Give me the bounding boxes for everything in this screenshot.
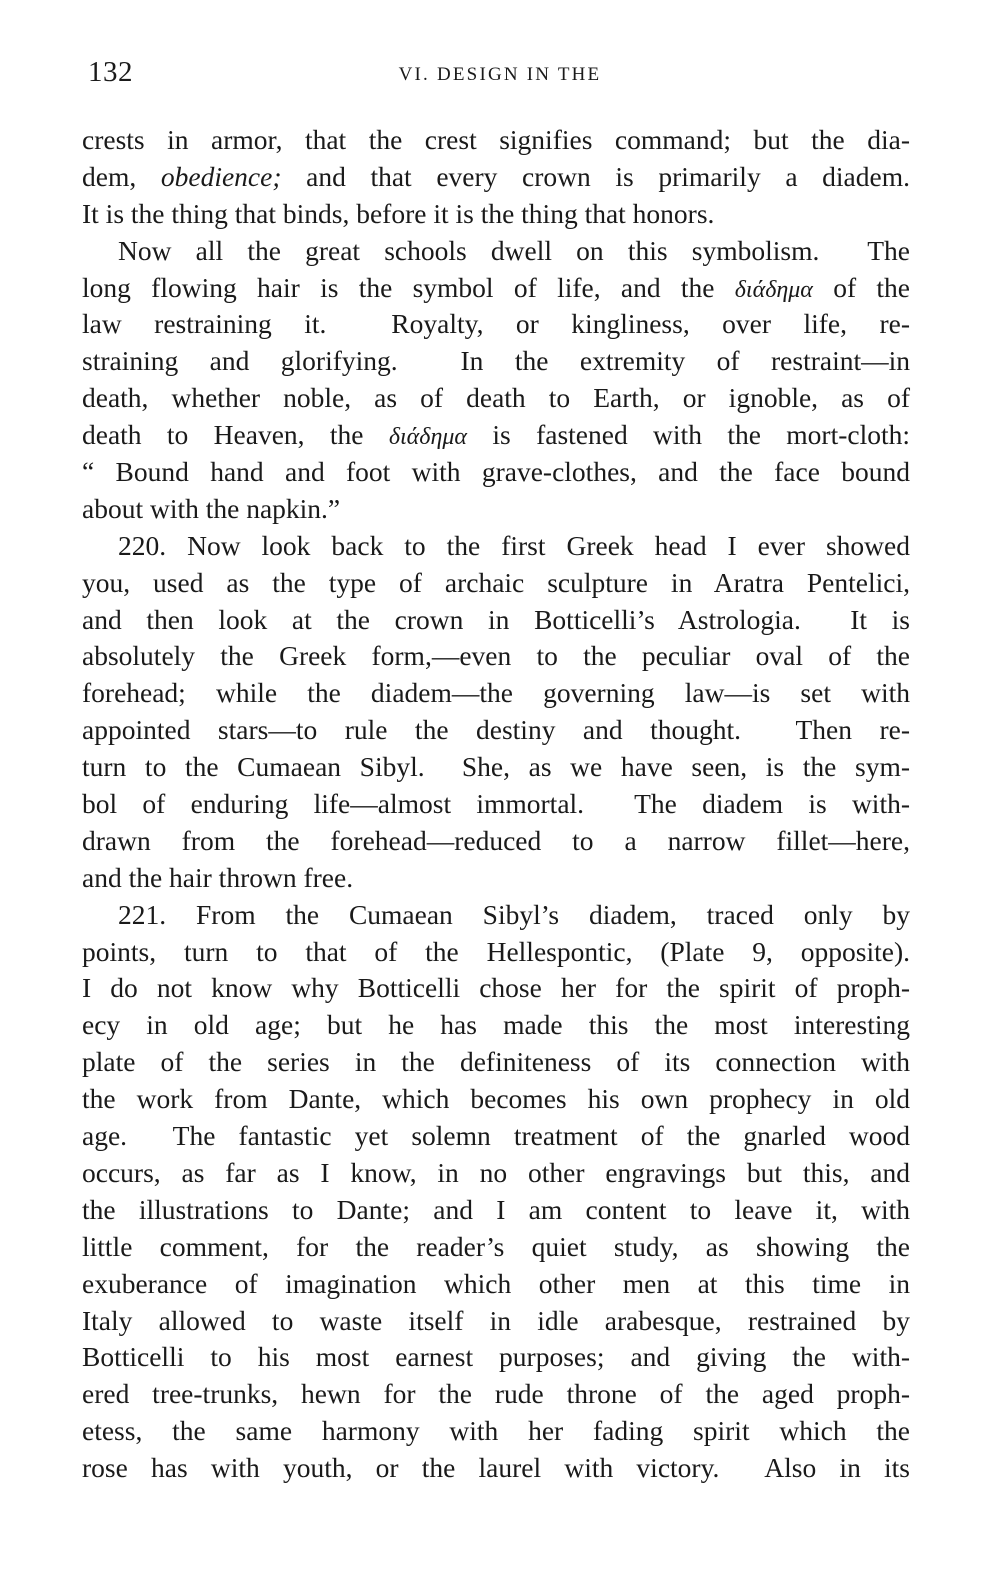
text-line bbox=[82, 602, 910, 639]
text-segment: Now all the great schools dwell on this symbolism. The bbox=[118, 234, 910, 266]
text-segment: I do not know why Botticelli chose her for the spirit of proph- bbox=[82, 972, 910, 1004]
text-segment: age. The fantastic yet solemn treatment of the gnarled wood bbox=[82, 1120, 910, 1152]
text-line bbox=[82, 1081, 910, 1118]
text-line bbox=[82, 306, 910, 343]
text-line bbox=[82, 380, 910, 417]
text-segment: turn to the Cumaean Sibyl. She, as we have seen, is the sym- bbox=[82, 751, 910, 783]
text-segment: 221. From the Cumaean Sibyl’s diadem, traced only by bbox=[118, 898, 910, 930]
italic-text: obedience; bbox=[160, 160, 282, 192]
text-line bbox=[82, 1376, 910, 1413]
text-line bbox=[82, 491, 910, 528]
text-line bbox=[82, 528, 910, 565]
text-line bbox=[82, 454, 910, 491]
text-segment: you, used as the type of archaic sculpture in Aratra Pentelici, bbox=[82, 566, 910, 598]
text-segment: long flowing hair is the symbol of life, and the bbox=[82, 271, 735, 303]
text-segment: Botticelli to his most earnest purposes; and giving the with- bbox=[82, 1341, 910, 1373]
text-segment: about with the napkin.” bbox=[82, 492, 341, 524]
text-line bbox=[82, 1229, 910, 1266]
text-line bbox=[82, 196, 910, 233]
text-line bbox=[82, 823, 910, 860]
greek-word: διάδημα bbox=[388, 424, 467, 451]
text-segment: etess, the same harmony with her fading spirit which the bbox=[82, 1415, 910, 1447]
text-segment: rose has with youth, or the laurel with victory. Also in its bbox=[82, 1452, 910, 1484]
text-segment: plate of the series in the definiteness of its connection with bbox=[82, 1046, 910, 1078]
text-segment: law restraining it. Royalty, or kingliness, over life, re- bbox=[82, 308, 910, 340]
running-head bbox=[82, 56, 912, 96]
text-segment: absolutely the Greek form,—even to the peculiar oval of the bbox=[82, 640, 910, 672]
text-line bbox=[82, 860, 910, 897]
text-line bbox=[82, 712, 910, 749]
text-line bbox=[82, 749, 910, 786]
greek-word: διάδημα bbox=[734, 276, 813, 303]
text-line bbox=[82, 565, 910, 602]
text-segment: bol of enduring life—almost immortal. The diadem is with- bbox=[82, 788, 910, 820]
text-segment: It is the thing that binds, before it is the thing that honors. bbox=[82, 197, 715, 229]
text-line bbox=[82, 1044, 910, 1081]
body-text bbox=[82, 122, 910, 1487]
text-line bbox=[82, 270, 910, 307]
text-segment: “ Bound hand and foot with grave-clothes, and the face bound bbox=[82, 456, 910, 488]
text-segment: ered tree-trunks, hewn for the rude throne of the aged proph- bbox=[82, 1378, 910, 1410]
text-segment: the work from Dante, which becomes his own prophecy in old bbox=[82, 1083, 910, 1115]
text-line bbox=[82, 343, 910, 380]
text-segment: the illustrations to Dante; and I am content to leave it, with bbox=[82, 1193, 910, 1225]
text-line bbox=[82, 1007, 910, 1044]
text-segment: exuberance of imagination which other men at this time in bbox=[82, 1267, 910, 1299]
text-line bbox=[82, 1155, 910, 1192]
text-segment: death to Heaven, the bbox=[82, 419, 389, 451]
text-line bbox=[82, 1303, 910, 1340]
text-segment: of the bbox=[812, 271, 910, 303]
text-line bbox=[82, 1266, 910, 1303]
text-segment: 220. Now look back to the first Greek head I ever showed bbox=[118, 529, 910, 561]
text-segment: drawn from the forehead—reduced to a narrow fillet—here, bbox=[82, 824, 910, 856]
running-title: VI. DESIGN IN THE bbox=[398, 64, 602, 85]
text-segment: Italy allowed to waste itself in idle arabesque, restrained by bbox=[82, 1304, 910, 1336]
text-segment: appointed stars—to rule the destiny and thought. Then re- bbox=[82, 714, 910, 746]
text-line bbox=[82, 638, 910, 675]
text-segment: little comment, for the reader’s quiet study, as showing the bbox=[82, 1230, 910, 1262]
text-segment: and then look at the crown in Botticelli’s Astrologia. It is bbox=[82, 603, 910, 635]
text-segment: occurs, as far as I know, in no other engravings but this, and bbox=[82, 1156, 910, 1188]
text-line bbox=[82, 1450, 910, 1487]
text-segment: ecy in old age; but he has made this the most interesting bbox=[82, 1009, 910, 1041]
text-line bbox=[82, 1118, 910, 1155]
text-segment: death, whether noble, as of death to Earth, or ignoble, as of bbox=[82, 382, 910, 414]
text-segment: dem, bbox=[82, 160, 161, 192]
text-segment: and that every crown is primarily a diadem. bbox=[281, 160, 910, 192]
text-segment: straining and glorifying. In the extremity of restraint—in bbox=[82, 345, 910, 377]
text-line bbox=[82, 675, 910, 712]
text-line bbox=[82, 233, 910, 270]
text-segment: forehead; while the diadem—the governing law—is set with bbox=[82, 677, 910, 709]
text-segment: points, turn to that of the Hellespontic, (Plate 9, opposite). bbox=[82, 935, 910, 967]
text-line bbox=[82, 934, 910, 971]
text-line bbox=[82, 417, 910, 454]
text-line bbox=[82, 786, 910, 823]
text-segment: crests in armor, that the crest signifies command; but the dia- bbox=[82, 124, 910, 155]
text-line bbox=[82, 122, 910, 159]
text-segment: and the hair thrown free. bbox=[82, 861, 354, 893]
text-line bbox=[82, 970, 910, 1007]
text-line bbox=[82, 897, 910, 934]
text-segment: is fastened with the mort-cloth: bbox=[467, 419, 911, 451]
text-line bbox=[82, 1339, 910, 1376]
text-line bbox=[82, 1192, 910, 1229]
text-line bbox=[82, 1413, 910, 1450]
page-number: 132 bbox=[88, 56, 133, 88]
text-line bbox=[82, 159, 910, 196]
